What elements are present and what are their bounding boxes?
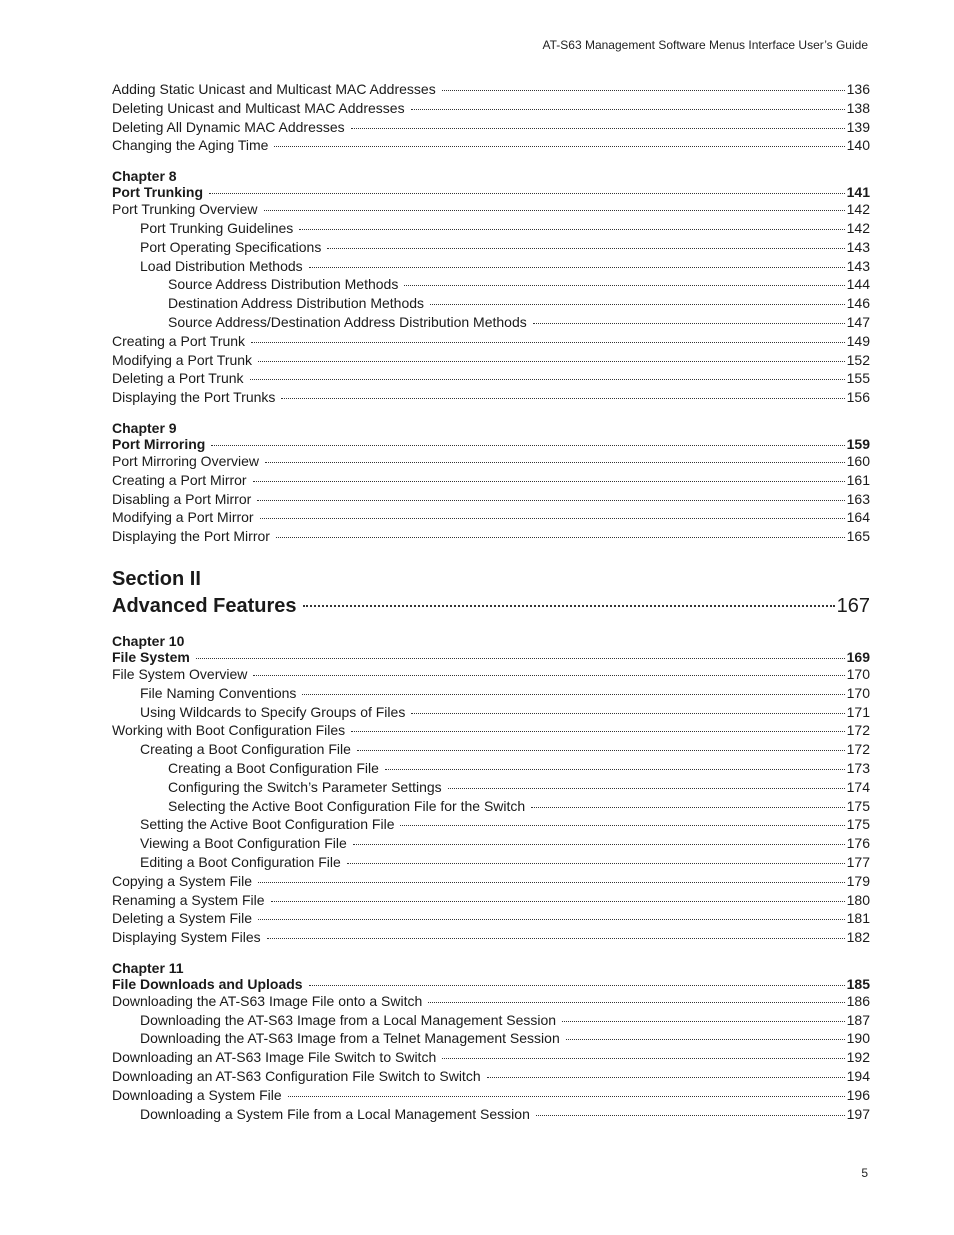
dot-leader — [566, 1039, 845, 1040]
toc-entry[interactable] — [112, 471, 870, 490]
dot-leader — [251, 342, 845, 343]
entry-title: Disabling a Port Mirror — [112, 490, 252, 507]
entry-title: Deleting All Dynamic MAC Addresses — [112, 118, 345, 135]
page-number: 190 — [846, 1030, 870, 1047]
dot-leader — [428, 1002, 844, 1003]
page-number: 172 — [846, 741, 870, 758]
dot-leader — [302, 694, 844, 695]
page-number: 175 — [846, 797, 870, 814]
page-number: 177 — [846, 853, 870, 870]
page-number: 196 — [846, 1086, 870, 1103]
toc-entry[interactable] — [112, 853, 870, 872]
chapter-9 — [112, 421, 870, 546]
entry-title: Source Address Distribution Methods — [168, 276, 399, 293]
dot-leader — [250, 379, 845, 380]
entry-title: Port Trunking Overview — [112, 201, 258, 218]
dot-leader — [253, 481, 845, 482]
dot-leader — [260, 518, 845, 519]
toc-entry[interactable] — [112, 928, 870, 947]
entry-title: Source Address/Destination Address Distribution Methods — [168, 313, 527, 330]
page-number: 176 — [846, 835, 870, 852]
page-number: 159 — [846, 435, 870, 452]
dot-leader — [299, 229, 844, 230]
entry-title: Downloading an AT-S63 Image File Switch to Switch — [112, 1049, 437, 1066]
dot-leader — [531, 807, 844, 808]
chapter-entries — [112, 452, 870, 546]
page-number: 169 — [846, 648, 870, 665]
chapter-title: File System — [112, 648, 190, 665]
dot-leader — [267, 938, 845, 939]
entry-title: Configuring the Switch’s Parameter Settings — [168, 778, 442, 795]
entry-title: Downloading a System File — [112, 1086, 282, 1103]
running-header: AT-S63 Management Software Menus Interface User’s Guide — [542, 38, 868, 52]
toc-entry[interactable] — [112, 351, 870, 370]
toc-entry[interactable] — [112, 332, 870, 351]
entry-title: Modifying a Port Trunk — [112, 351, 253, 368]
page-number: 170 — [846, 665, 870, 682]
page-number: 197 — [846, 1105, 870, 1122]
toc-entry[interactable] — [112, 703, 870, 722]
entry-title: Downloading a System File from a Local Management Session — [140, 1105, 530, 1122]
toc-entry[interactable] — [112, 219, 870, 238]
chapter-entries — [112, 200, 870, 407]
page-number: 181 — [846, 910, 870, 927]
dot-leader — [353, 844, 845, 845]
section-title-entry[interactable] — [112, 592, 870, 620]
dot-leader — [351, 128, 845, 129]
toc-entry[interactable] — [112, 740, 870, 759]
dot-leader — [309, 985, 845, 986]
toc-entry[interactable] — [112, 388, 870, 407]
page-number: 182 — [846, 929, 870, 946]
toc-entry[interactable] — [112, 80, 870, 99]
entry-title: File Naming Conventions — [140, 684, 297, 701]
dot-leader — [288, 1096, 845, 1097]
chapter-11 — [112, 961, 870, 1124]
entry-title: Displaying System Files — [112, 929, 261, 946]
page-number: 179 — [846, 872, 870, 889]
dot-leader — [400, 825, 844, 826]
page-number: 149 — [846, 332, 870, 349]
entry-title: Using Wildcards to Specify Groups of Files — [140, 703, 406, 720]
page-number: 192 — [846, 1049, 870, 1066]
dot-leader — [327, 248, 844, 249]
page-number: 194 — [846, 1068, 870, 1085]
page-number: 172 — [846, 722, 870, 739]
dot-leader — [211, 445, 844, 446]
section-label: Section II — [112, 567, 201, 590]
page-number: 144 — [846, 276, 870, 293]
chapter-label: Chapter 8 — [112, 168, 177, 185]
dot-leader — [533, 323, 845, 324]
page-number: 167 — [836, 594, 870, 617]
chapter-label: Chapter 10 — [112, 632, 185, 649]
page-number: 136 — [846, 81, 870, 97]
page-footer-number: 5 — [861, 1166, 868, 1180]
page-number: 187 — [846, 1011, 870, 1028]
toc-entry[interactable] — [112, 665, 870, 684]
toc-entry[interactable] — [112, 992, 870, 1011]
chapter-title-entry[interactable] — [112, 649, 870, 665]
page-number: 146 — [846, 295, 870, 312]
page-number: 140 — [846, 137, 870, 154]
dot-leader — [258, 882, 845, 883]
entry-title: Destination Address Distribution Methods — [168, 295, 425, 312]
page-number: 138 — [846, 99, 870, 116]
page-number: 156 — [846, 389, 870, 406]
dot-leader — [303, 605, 835, 607]
page-number: 152 — [846, 351, 870, 368]
entry-title: Load Distribution Methods — [140, 257, 303, 274]
dot-leader — [430, 304, 845, 305]
dot-leader — [253, 675, 844, 676]
page-number: 143 — [846, 238, 870, 255]
page-number: 185 — [846, 975, 870, 992]
dot-leader — [309, 267, 845, 268]
table-of-contents — [112, 80, 870, 1123]
dot-leader — [385, 769, 845, 770]
toc-entry[interactable] — [112, 369, 870, 388]
dot-leader — [487, 1077, 845, 1078]
page-number: 142 — [846, 201, 870, 218]
chapter-title-entry[interactable] — [112, 976, 870, 992]
entry-title: Port Operating Specifications — [140, 238, 322, 255]
entry-title: Renaming a System File — [112, 891, 265, 908]
entry-title: Creating a Port Trunk — [112, 332, 246, 349]
entry-title: Modifying a Port Mirror — [112, 509, 254, 526]
page-number: 160 — [846, 452, 870, 469]
page-number: 174 — [846, 778, 870, 795]
toc-entry[interactable] — [112, 136, 870, 155]
dot-leader — [347, 863, 845, 864]
entry-title: Setting the Active Boot Configuration File — [140, 816, 395, 833]
toc-entry[interactable] — [112, 1067, 870, 1086]
entry-title: Deleting a Port Trunk — [112, 370, 244, 387]
toc-entry[interactable] — [112, 238, 870, 257]
entry-title: Creating a Boot Configuration File — [168, 759, 379, 776]
toc-entry[interactable] — [112, 1011, 870, 1030]
entry-title: Displaying the Port Trunks — [112, 389, 276, 406]
section-2 — [112, 566, 870, 620]
dot-leader — [411, 109, 845, 110]
entry-title: Working with Boot Configuration Files — [112, 722, 346, 739]
entry-title: Selecting the Active Boot Configuration File for the Switch — [168, 797, 526, 814]
dot-leader — [209, 193, 845, 194]
chapter-8 — [112, 169, 870, 407]
toc-entry[interactable] — [112, 118, 870, 137]
chapter-title-entry[interactable] — [112, 436, 870, 452]
chapter-10 — [112, 634, 870, 947]
toc-entry[interactable] — [112, 1105, 870, 1124]
toc-entry[interactable] — [112, 1048, 870, 1067]
dot-leader — [562, 1021, 845, 1022]
entry-title: Editing a Boot Configuration File — [140, 853, 341, 870]
dot-leader — [257, 500, 844, 501]
dot-leader — [442, 1058, 844, 1059]
toc-entry[interactable] — [112, 294, 870, 313]
dot-leader — [274, 146, 844, 147]
entry-title: Downloading the AT-S63 Image from a Local Management Session — [140, 1011, 557, 1028]
entry-title: Downloading the AT-S63 Image from a Telnet Management Session — [140, 1030, 560, 1047]
dot-leader — [264, 210, 845, 211]
toc-entry[interactable] — [112, 684, 870, 703]
toc-entry[interactable] — [112, 815, 870, 834]
dot-leader — [536, 1115, 845, 1116]
dot-leader — [196, 658, 845, 659]
chapter-entries — [112, 992, 870, 1124]
entry-title: Downloading the AT-S63 Image File onto a Switch — [112, 992, 423, 1009]
entry-title: Creating a Port Mirror — [112, 471, 247, 488]
toc-entry[interactable] — [112, 275, 870, 294]
entry-title: Adding Static Unicast and Multicast MAC Addresses — [112, 81, 436, 97]
entry-title: Port Trunking Guidelines — [140, 219, 294, 236]
dot-leader — [281, 398, 844, 399]
page-number: 147 — [846, 313, 870, 330]
toc-entry[interactable] — [112, 759, 870, 778]
toc-entry[interactable] — [112, 1086, 870, 1105]
toc-entry[interactable] — [112, 200, 870, 219]
section-title: Advanced Features — [112, 594, 297, 617]
toc-entry[interactable] — [112, 452, 870, 471]
chapter-title: Port Trunking — [112, 184, 203, 201]
entry-title: Changing the Aging Time — [112, 137, 269, 154]
page-number: 180 — [846, 891, 870, 908]
toc-entry[interactable] — [112, 490, 870, 509]
page-number: 165 — [846, 528, 870, 545]
page-number: 171 — [846, 703, 870, 720]
entry-title: Port Mirroring Overview — [112, 452, 260, 469]
page-number: 163 — [846, 490, 870, 507]
chapter-title: File Downloads and Uploads — [112, 975, 303, 992]
chapter-entries — [112, 665, 870, 947]
toc-entry[interactable] — [112, 834, 870, 853]
chapter-label: Chapter 9 — [112, 419, 177, 436]
dot-leader — [442, 90, 845, 91]
chapter-label: Chapter 11 — [112, 959, 184, 976]
toc-entry[interactable] — [112, 778, 870, 797]
entry-title: Deleting Unicast and Multicast MAC Addresses — [112, 99, 405, 116]
page-number: 170 — [846, 684, 870, 701]
page-number: 155 — [846, 370, 870, 387]
page-number: 161 — [846, 471, 870, 488]
toc-entry[interactable] — [112, 508, 870, 527]
dot-leader — [448, 788, 845, 789]
page-number: 141 — [846, 184, 870, 201]
page-number: 142 — [846, 219, 870, 236]
entry-title: Downloading an AT-S63 Configuration File Switch to Switch — [112, 1068, 481, 1085]
toc-entry[interactable] — [112, 313, 870, 332]
entry-title: Copying a System File — [112, 872, 253, 889]
chapter-title: Port Mirroring — [112, 435, 206, 452]
toc-entry[interactable] — [112, 872, 870, 891]
toc-entry[interactable] — [112, 527, 870, 546]
dot-leader — [271, 901, 845, 902]
entry-title: Displaying the Port Mirror — [112, 528, 270, 545]
toc-entry[interactable] — [112, 797, 870, 816]
chapter-title-entry[interactable] — [112, 184, 870, 200]
page-number: 143 — [846, 257, 870, 274]
toc-entry[interactable] — [112, 99, 870, 118]
entry-title: Creating a Boot Configuration File — [140, 741, 351, 758]
dot-leader — [411, 713, 844, 714]
page-number: 173 — [846, 759, 870, 776]
dot-leader — [265, 462, 845, 463]
page-number: 164 — [846, 509, 870, 526]
entry-title: File System Overview — [112, 665, 248, 682]
dot-leader — [357, 750, 845, 751]
toc-entry[interactable] — [112, 891, 870, 910]
toc-intro-entries — [112, 80, 870, 155]
page-number: 175 — [846, 816, 870, 833]
toc-entry[interactable] — [112, 1029, 870, 1048]
dot-leader — [258, 361, 845, 362]
dot-leader — [276, 537, 845, 538]
page-number: 186 — [846, 992, 870, 1009]
dot-leader — [351, 731, 844, 732]
toc-entry[interactable] — [112, 257, 870, 276]
dot-leader — [258, 919, 845, 920]
dot-leader — [404, 285, 844, 286]
entry-title: Deleting a System File — [112, 910, 253, 927]
toc-entry[interactable] — [112, 721, 870, 740]
page-number: 139 — [846, 118, 870, 135]
toc-entry[interactable] — [112, 909, 870, 928]
entry-title: Viewing a Boot Configuration File — [140, 835, 347, 852]
